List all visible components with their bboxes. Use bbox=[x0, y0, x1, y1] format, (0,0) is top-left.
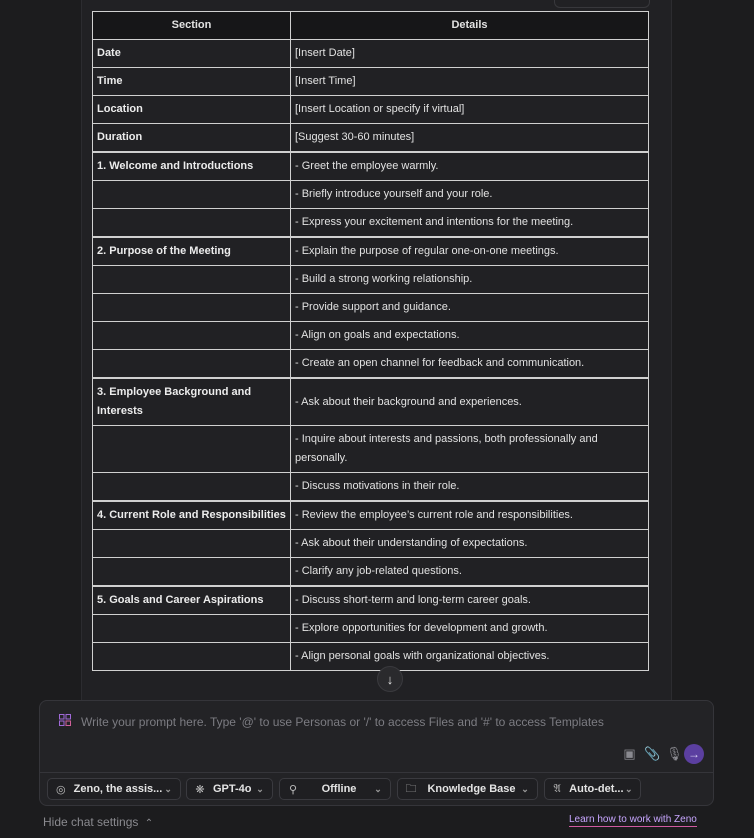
table-row bbox=[93, 473, 649, 501]
persona-label: Zeno, the assis... bbox=[73, 783, 163, 795]
table-row bbox=[93, 153, 649, 181]
chevron-down-icon: ⌄ bbox=[521, 783, 529, 794]
scroll-down-button[interactable] bbox=[377, 666, 403, 692]
table-row bbox=[93, 209, 649, 237]
web-mode-label: Offline bbox=[321, 783, 357, 795]
section-cell: 4. Current Role and Responsibilities bbox=[93, 502, 291, 530]
section-cell bbox=[93, 266, 291, 294]
prompt-input[interactable] bbox=[79, 711, 643, 733]
details-cell: - Align on goals and expectations. bbox=[291, 322, 649, 350]
table-row bbox=[93, 530, 649, 558]
knowledge-base-label: Knowledge Base bbox=[427, 783, 516, 795]
chevron-down-icon: ⌄ bbox=[374, 783, 382, 794]
language-label: Auto-det... bbox=[569, 783, 624, 795]
table-row bbox=[93, 181, 649, 209]
details-cell: - Express your excitement and intentions for the meeting. bbox=[291, 209, 649, 237]
header-section: Section bbox=[93, 12, 291, 40]
section-cell bbox=[93, 615, 291, 643]
details-cell: - Align personal goals with organizational objectives. bbox=[291, 643, 649, 671]
section-cell: 1. Welcome and Introductions bbox=[93, 153, 291, 181]
details-cell: - Ask about their background and experiences. bbox=[291, 379, 649, 426]
table-row bbox=[93, 426, 649, 473]
details-cell: - Build a strong working relationship. bbox=[291, 266, 649, 294]
details-cell: - Provide support and guidance. bbox=[291, 294, 649, 322]
table-row bbox=[93, 266, 649, 294]
folder-icon: 🗀 bbox=[405, 782, 417, 795]
message-actions-tab bbox=[554, 0, 650, 8]
details-cell: [Insert Location or specify if virtual] bbox=[291, 96, 649, 124]
section-cell: Duration bbox=[93, 124, 291, 152]
details-cell: - Explore opportunities for development and growth. bbox=[291, 615, 649, 643]
templates-grid-icon bbox=[59, 714, 71, 726]
meeting-agenda-table bbox=[92, 11, 649, 671]
search-icon: ⚲ bbox=[288, 783, 298, 796]
section-cell bbox=[93, 530, 291, 558]
details-cell: - Explain the purpose of regular one-on-one meetings. bbox=[291, 238, 649, 266]
section-cell: 5. Goals and Career Aspirations bbox=[93, 587, 291, 615]
table-row bbox=[93, 96, 649, 124]
table-row bbox=[93, 350, 649, 378]
section-cell: Date bbox=[93, 40, 291, 68]
persona-icon: ◎ bbox=[56, 783, 66, 796]
chevron-up-icon: ⌃ bbox=[144, 818, 154, 829]
model-label: GPT-4o bbox=[213, 783, 252, 795]
learn-zeno-link[interactable]: Learn how to work with Zeno bbox=[569, 814, 697, 825]
paperclip-icon[interactable]: 📎 bbox=[644, 746, 661, 761]
details-cell: - Briefly introduce yourself and your role. bbox=[291, 181, 649, 209]
section-cell bbox=[93, 426, 291, 473]
table-row bbox=[93, 68, 649, 96]
table-row bbox=[93, 124, 649, 152]
image-icon[interactable]: ▣ bbox=[623, 746, 636, 761]
section-cell: 3. Employee Background and Interests bbox=[93, 379, 291, 426]
table-header-row bbox=[93, 12, 649, 40]
details-cell: - Discuss short-term and long-term career goals. bbox=[291, 587, 649, 615]
table-body bbox=[93, 40, 649, 671]
details-cell: [Insert Date] bbox=[291, 40, 649, 68]
microphone-icon[interactable]: 🎙 bbox=[666, 746, 683, 761]
section-cell bbox=[93, 473, 291, 501]
section-cell bbox=[93, 322, 291, 350]
details-cell: - Create an open channel for feedback and communication. bbox=[291, 350, 649, 378]
arrow-down-icon: ↓ bbox=[386, 671, 394, 687]
prompt-composer bbox=[39, 700, 714, 806]
persona-select[interactable] bbox=[47, 778, 181, 800]
details-cell: - Inquire about interests and passions, both professionally and personally. bbox=[291, 426, 649, 473]
section-cell bbox=[93, 209, 291, 237]
translate-icon: 𝔄 bbox=[553, 782, 561, 795]
section-cell bbox=[93, 643, 291, 671]
knowledge-base-select[interactable] bbox=[397, 778, 538, 800]
section-cell bbox=[93, 294, 291, 322]
chevron-down-icon: ⌄ bbox=[164, 783, 172, 794]
model-select[interactable] bbox=[186, 778, 273, 800]
section-cell: 2. Purpose of the Meeting bbox=[93, 238, 291, 266]
chevron-down-icon: ⌄ bbox=[625, 783, 633, 794]
table-row bbox=[93, 502, 649, 530]
composer-divider bbox=[40, 772, 713, 773]
arrow-right-icon: → bbox=[688, 747, 700, 761]
section-cell bbox=[93, 350, 291, 378]
send-button[interactable] bbox=[684, 744, 704, 764]
table-row bbox=[93, 40, 649, 68]
details-cell: - Greet the employee warmly. bbox=[291, 153, 649, 181]
details-cell: - Discuss motivations in their role. bbox=[291, 473, 649, 501]
details-cell: - Clarify any job-related questions. bbox=[291, 558, 649, 586]
table-row bbox=[93, 558, 649, 586]
table-row bbox=[93, 379, 649, 426]
table-row bbox=[93, 643, 649, 671]
web-mode-select[interactable] bbox=[279, 778, 391, 800]
hide-settings-label: Hide chat settings bbox=[43, 815, 139, 829]
section-cell bbox=[93, 181, 291, 209]
hide-chat-settings-toggle[interactable] bbox=[43, 815, 153, 829]
section-cell bbox=[93, 558, 291, 586]
header-details: Details bbox=[291, 12, 649, 40]
language-select[interactable] bbox=[544, 778, 641, 800]
details-cell: [Insert Time] bbox=[291, 68, 649, 96]
details-cell: [Suggest 30-60 minutes] bbox=[291, 124, 649, 152]
table-row bbox=[93, 294, 649, 322]
chevron-down-icon: ⌄ bbox=[256, 783, 264, 794]
details-cell: - Ask about their understanding of expectations. bbox=[291, 530, 649, 558]
section-cell: Location bbox=[93, 96, 291, 124]
details-cell: - Review the employee’s current role and responsibilities. bbox=[291, 502, 649, 530]
table-row bbox=[93, 587, 649, 615]
table-row bbox=[93, 238, 649, 266]
openai-icon: ❋ bbox=[195, 783, 205, 796]
table-row bbox=[93, 322, 649, 350]
section-cell: Time bbox=[93, 68, 291, 96]
table-row bbox=[93, 615, 649, 643]
response-table-container bbox=[92, 11, 649, 699]
